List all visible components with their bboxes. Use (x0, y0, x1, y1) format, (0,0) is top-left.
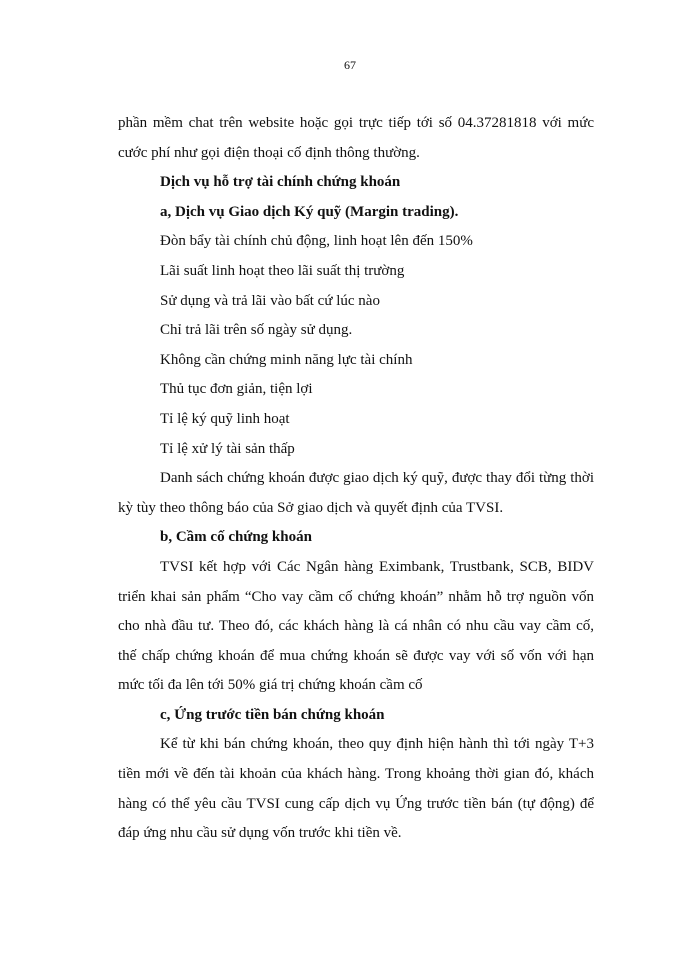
list-item: Đòn bẩy tài chính chủ động, linh hoạt lên đến 150% (160, 233, 473, 250)
pledge-paragraph: TVSI kết hợp với Các Ngân hàng Eximbank, Trustbank, SCB, BIDV triển khai sản phẩm “Cho vay cầm cố chứng khoán” nhằm hỗ trợ nguồn vốn cho nhà đầu tư. Theo đó, các khách hàng là cá nhân có nhu cầu vay cầm cố, thế chấp chứng khoán để mua chứng khoán sẽ được vay với số vốn với hạn mức tối đa lên tới 50% giá trị chứng khoán cầm cố (118, 558, 594, 694)
list-item: Tỉ lệ ký quỹ linh hoạt (160, 410, 290, 427)
advance-paragraph: Kể từ khi bán chứng khoán, theo quy định hiện hành thì tới ngày T+3 tiền mới về đến tài khoản của khách hàng. Trong khoảng thời gian đó, khách hàng có thể yêu cầu TVSI cung cấp dịch vụ Ứng trước tiền bán (tự động) để đáp ứng nhu cầu sử dụng vốn trước khi tiền về. (118, 736, 594, 842)
page-number: 67 (344, 58, 356, 72)
list-item: Thủ tục đơn giản, tiện lợi (160, 381, 313, 398)
list-item: Không cần chứng minh năng lực tài chính (160, 351, 413, 368)
margin-list-paragraph: Danh sách chứng khoán được giao dịch ký quỹ, được thay đổi từng thời kỳ tùy theo thông báo của Sở giao dịch và quyết định của TVSI. (118, 470, 594, 516)
section-heading-financial-support: Dịch vụ hỗ trợ tài chính chứng khoán (160, 174, 401, 191)
page-body (118, 109, 594, 849)
list-item: Sử dụng và trả lãi vào bất cứ lúc nào (160, 292, 380, 309)
list-item: Tỉ lệ xử lý tài sản thấp (160, 440, 295, 457)
subheading-pledge: b, Cầm cố chứng khoán (160, 529, 312, 546)
list-item: Chỉ trả lãi trên số ngày sử dụng. (160, 322, 353, 339)
subheading-margin-trading: a, Dịch vụ Giao dịch Ký quỹ (Margin trading). (160, 203, 459, 220)
subheading-advance-payment: c, Ứng trước tiền bán chứng khoán (160, 706, 385, 723)
intro-paragraph: phần mềm chat trên website hoặc gọi trực tiếp tới số 04.37281818 với mức cước phí như gọi điện thoại cố định thông thường. (118, 115, 594, 161)
list-item: Lãi suất linh hoạt theo lãi suất thị trường (160, 262, 405, 279)
